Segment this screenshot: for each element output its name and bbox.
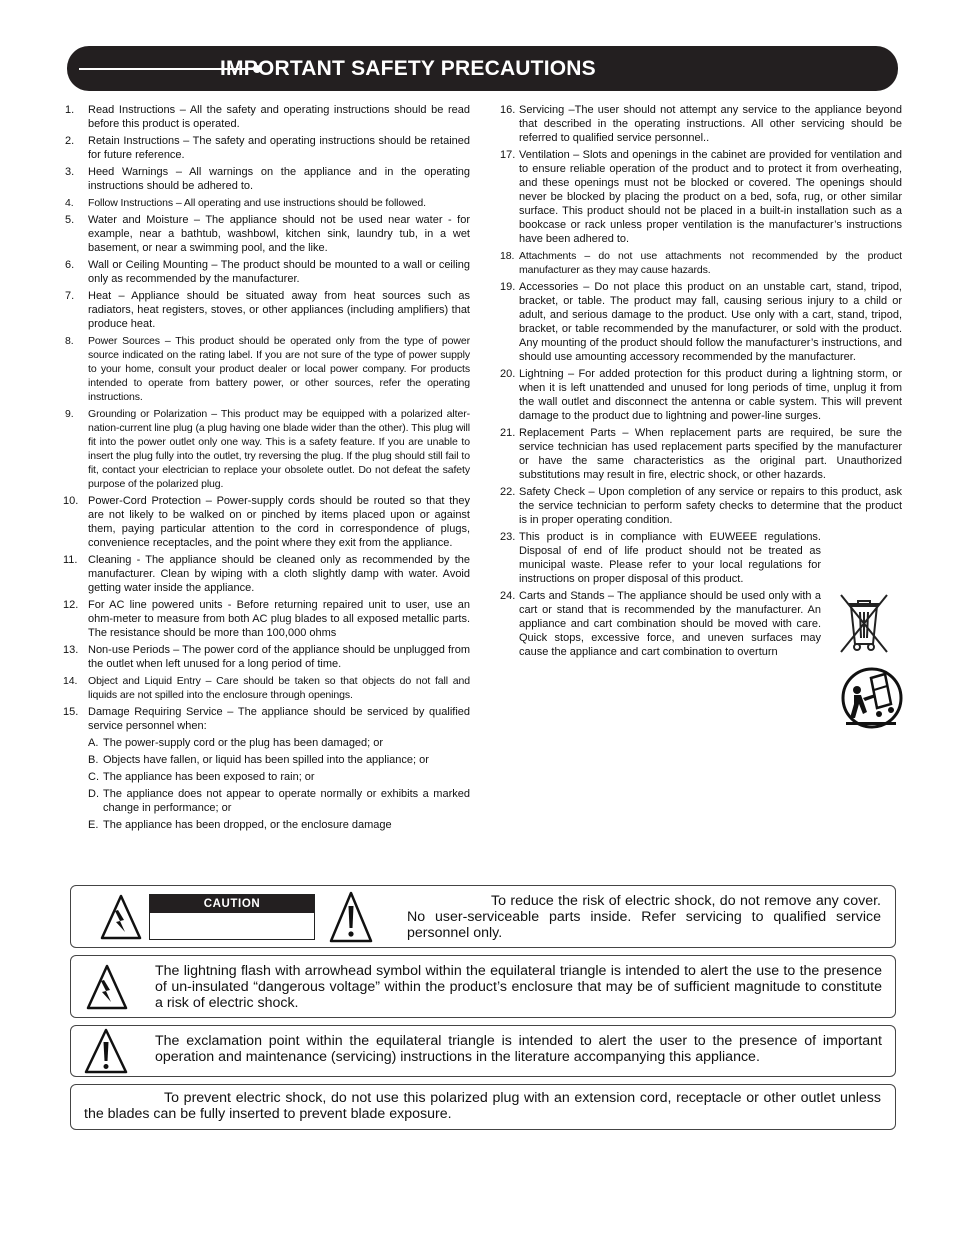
page-header	[67, 46, 898, 91]
list-item: 22. Safety Check – Upon completion of any service or repairs to this product, ask the service technician to perform safety checks to determine that the product is in proper operating condition.	[500, 486, 902, 526]
sub-list-item: D. The appliance does not appear to operate normally or exhibits a marked change in performance; or	[88, 788, 470, 814]
page-title: IMPORTANT SAFETY PRECAUTIONS	[220, 57, 596, 80]
list-item: 13. Non-use Periods – The power cord of the appliance should be unplugged from the outlet when left unused for a long period of time.	[63, 644, 470, 670]
left-column	[63, 103, 470, 835]
list-item: 8. Power Sources – This product should be operated only from the type of power source indicated on the rating label. If you are not sure of the type of power supply to your home, consult your product dealer or local power company. For products intended to operate from battery power, or other sources, refer the operating instructions.	[65, 335, 470, 403]
list-item: 15. Damage Requiring Service – The appliance should be serviced by qualified service personnel when:	[63, 706, 470, 732]
list-item: 23. This product is in compliance with EUWEEE regulations. Disposal of end of life product should not be treated as municipal waste. Please refer to your local regulations for instructions on proper disposal of this product.	[500, 531, 821, 585]
cart-tip-over-icon	[841, 664, 903, 734]
lightning-triangle-icon	[100, 894, 142, 940]
exclamation-box	[70, 1025, 896, 1077]
sub-list-item: B. Objects have fallen, or liquid has been spilled into the appliance; or	[88, 754, 429, 766]
list-item: 9. Grounding or Polarization – This product may be equipped with a polarized alter-nation-current line plug (a plug having one blade wider than the other). This plug will fit into the power outlet only one way. This is a safety feature. If you are unable to insert the plug fully into the outlet, try reversing the plug. If the plug should still fail to fit, contact your electrician to replace your obsolete outlet. Do not defeat the safety purpose of the polarized plug.	[65, 408, 470, 490]
list-item: 24. Carts and Stands – The appliance should be used only with a cart or stand that is recommended by the manufacturer. An appliance and cart combination should be moved with care. Quick stops, excessive force, and uneven surfaces may cause the appliance and cart combination to overturn	[500, 590, 821, 658]
exclamation-triangle-icon	[84, 1028, 128, 1074]
list-item: 6. Wall or Ceiling Mounting – The product should be mounted to a wall or ceiling only as recommended by the manufacturer.	[65, 259, 470, 285]
list-item: 10. Power-Cord Protection – Power-supply cords should be routed so that they are not likely to be walked on or pinched by items placed upon or against them, paying particular attention to the cord in correspondence of plugs, convenience receptacles, and the point where they exit from the appliance.	[63, 495, 470, 549]
list-item: 12. For AC line powered units - Before returning repaired unit to user, use an ohm-meter to measure from both AC plug blades to all exposed metallic parts. The resistance should be more than 100,000 ohms	[63, 599, 470, 639]
caution-label-bar: CAUTION	[150, 895, 314, 913]
sub-list-item: C. The appliance has been exposed to rain; or	[88, 771, 315, 783]
list-item: 3. Heed Warnings – All warnings on the appliance and in the operating instructions should be adhered to.	[65, 166, 470, 192]
plug-warning-text: To prevent electric shock, do not use this polarized plug with an extension cord, receptacle or other outlet unless the blades can be fully inserted to prevent blade exposure.	[84, 1090, 881, 1122]
sub-list-item: A. The power-supply cord or the plug has been damaged; or	[88, 737, 384, 749]
list-item: 18. Attachments – do not use attachments not recommended by the product manufacturer as they may cause hazards.	[500, 250, 902, 276]
list-item: 17. Ventilation – Slots and openings in the cabinet are provided for ventilation and to ensure reliable operation of the product and to protect it from overheating, and these openings must not be blocked or covered. The openings should never be blocked by placing the product on a bed, sofa, rug, or other similar surface. This product should not be placed in a built-in installation such as a bookcase or rack unless proper ventilation is the manufacturer’s instructions have been adhered to.	[500, 149, 902, 245]
list-item: 5. Water and Moisture – The appliance should not be used near water - for example, near a bathtub, washbowl, kitchen sink, laundry tub, in a wet basement, or near a swimming pool, and the like.	[65, 214, 470, 254]
crossed-out-wheelie-bin-icon	[838, 592, 890, 654]
right-column	[497, 103, 902, 662]
list-item: 16. Servicing –The user should not attempt any service to the appliance beyond that described in the operating instructions. All other servicing should be referred to qualified service personnel..	[500, 104, 902, 144]
list-item: 2. Retain Instructions – The safety and operating instructions should be retained for future reference.	[65, 135, 470, 161]
lightning-triangle-icon	[86, 964, 128, 1010]
lightning-text: The lightning flash with arrowhead symbol within the equilateral triangle is intended to alert the use to the presence of un-insulated “dangerous voltage” within the product’s enclosure that may be of sufficient magnitude to constitute a risk of electric shock.	[155, 963, 882, 1011]
sub-list-item: E. The appliance has been dropped, or the enclosure damage	[88, 819, 392, 831]
caution-label	[149, 894, 315, 940]
list-item: 11. Cleaning - The appliance should be cleaned only as recommended by the manufacturer. Clean by wiping with a cloth slightly damp with water. Avoid getting water inside the appliance.	[63, 554, 470, 594]
plug-warning-box	[70, 1084, 896, 1130]
list-item: 20. Lightning – For added protection for this product during a lightning storm, or when it is left unattended and unused for long periods of time, unplug it from the wall outlet and disconnect the antenna or cable system. This will prevent damage to the product due to lightning and power-line surges.	[500, 368, 902, 422]
list-item: 7. Heat – Appliance should be situated away from heat sources such as radiators, heat registers, stoves, or other appliances (including amplifiers) that produce heat.	[65, 290, 470, 330]
list-item: 1. Read Instructions – All the safety and operating instructions should be read before this product is operated.	[65, 104, 470, 130]
caution-text: To reduce the risk of electric shock, do not remove any cover. No user-serviceable parts inside. Refer servicing to qualified service personnel only.	[407, 893, 881, 941]
exclamation-triangle-icon	[329, 891, 373, 943]
exclamation-text: The exclamation point within the equilateral triangle is intended to alert the user to the presence of important operation and maintenance (servicing) instructions in the literature accompanying this appliance.	[155, 1033, 882, 1065]
list-item: 21. Replacement Parts – When replacement parts are required, be sure the service technician has used replacement parts specified by the manufacturer or have the same characteristics as the original part. Unauthorized substitutions may result in fire, electric shock, or other hazards.	[500, 427, 902, 481]
lightning-box	[70, 955, 896, 1018]
list-item: 14. Object and Liquid Entry – Care should be taken so that objects do not fall and liquids are not spilled into the enclosure through openings.	[63, 675, 470, 701]
list-item: 19. Accessories – Do not place this product on an unstable cart, stand, tripod, bracket, or table. The product may fall, causing serious injury to a child or adult, and serious damage to the product. Use only with a cart, stand, tripod, bracket, or table recommended by the manufacturer, or sold with the product. Any mounting of the product should follow the manufacturer’s instructions, and should use amounting accessory recommended by the manufacturer.	[500, 281, 902, 363]
list-item: 4. Follow Instructions – All operating and use instructions should be followed.	[65, 197, 426, 209]
